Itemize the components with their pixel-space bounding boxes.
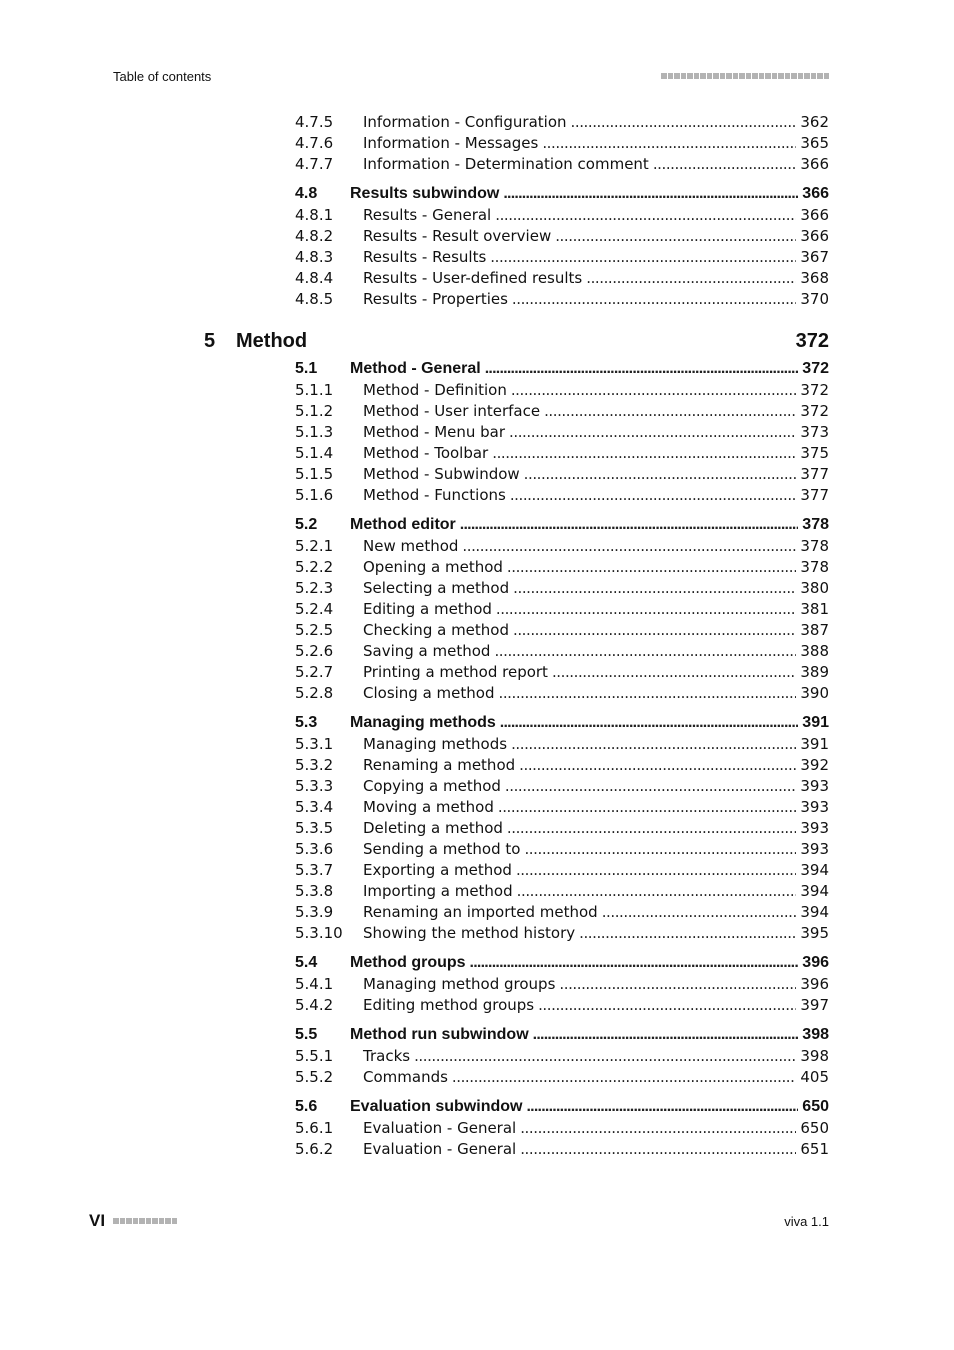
toc-entry-title: Information - Determination comment [363, 155, 649, 173]
toc-entry-page: 393 [800, 840, 829, 858]
toc-entry-body [295, 641, 829, 661]
toc-entry-number: 4.8.4 [295, 269, 334, 287]
toc-entry-body [295, 443, 829, 463]
toc-chapter-entry[interactable] [204, 329, 829, 353]
toc-entry-number: 5.2.4 [295, 600, 334, 618]
toc-entry-body [295, 860, 829, 880]
toc-subsection-entry[interactable] [295, 923, 829, 943]
toc-entry-body [295, 112, 829, 132]
toc-entry-body [295, 1118, 829, 1138]
toc-subsection-entry[interactable] [295, 1067, 829, 1087]
toc-entry-page: 393 [800, 777, 829, 795]
toc-dot-leader [500, 713, 799, 733]
toc-dot-leader [452, 1067, 796, 1087]
toc-subsection-entry[interactable] [295, 557, 829, 577]
toc-dot-leader [544, 401, 796, 421]
toc-entry-page: 387 [800, 621, 829, 639]
toc-entry-title: Renaming a method [363, 756, 516, 774]
footer-decoration-squares [113, 1218, 177, 1224]
toc-entry-title: Method - General [350, 360, 481, 377]
toc-section-entry[interactable] [295, 359, 829, 379]
toc-entry-page: 366 [800, 206, 829, 224]
toc-entry-title: Closing a method [363, 684, 495, 702]
toc-entry-page: 366 [800, 155, 829, 173]
toc-entry-title: Method run subwindow [350, 1026, 529, 1043]
toc-entry-body [295, 995, 829, 1015]
toc-entry-title: Method - Subwindow [363, 465, 520, 483]
toc-entry-number: 5.1.3 [295, 423, 334, 441]
toc-entry-title: Method [236, 330, 308, 352]
toc-entry-page: 362 [800, 113, 829, 131]
toc-subsection-entry[interactable] [295, 578, 829, 598]
toc-entry-body [295, 154, 829, 174]
toc-entry-body [295, 578, 829, 598]
toc-dot-leader [505, 776, 796, 796]
toc-entry-title: Managing method groups [363, 975, 556, 993]
toc-entry-number: 4.8.3 [295, 248, 334, 266]
toc-subsection-entry[interactable] [295, 133, 829, 153]
toc-entry-page: 396 [802, 954, 829, 971]
toc-dot-leader [512, 289, 796, 309]
toc-entry-page: 392 [800, 756, 829, 774]
toc-entry-number: 5.3.7 [295, 861, 334, 879]
toc-entry-body [295, 359, 829, 379]
toc-entry-title: Results - Result overview [363, 227, 552, 245]
toc-entry-page: 378 [802, 516, 829, 533]
toc-dot-leader [498, 797, 797, 817]
toc-entry-page: 405 [800, 1068, 829, 1086]
toc-entry-body [295, 536, 829, 556]
footer-product-name: viva 1.1 [784, 1214, 829, 1229]
toc-entry-page: 389 [800, 663, 829, 681]
toc-subsection-entry[interactable] [295, 620, 829, 640]
toc-entry-page: 394 [800, 903, 829, 921]
toc-dot-leader [516, 860, 796, 880]
header-decoration-squares [661, 73, 829, 79]
toc-dot-leader [414, 1046, 796, 1066]
toc-subsection-entry[interactable] [295, 818, 829, 838]
toc-entry-title: Showing the method history [363, 924, 576, 942]
toc-entry-number: 5.3.10 [295, 924, 343, 942]
toc-subsection-entry[interactable] [295, 881, 829, 901]
toc-entry-body [295, 776, 829, 796]
toc-entry-body [295, 923, 829, 943]
toc-entry-number: 5.3.3 [295, 777, 334, 795]
toc-dot-leader [510, 485, 797, 505]
toc-entry-title: Results subwindow [350, 185, 500, 202]
footer-page-number: VI [89, 1211, 106, 1230]
toc-subsection-entry[interactable] [295, 443, 829, 463]
toc-entry-number: 5.6 [295, 1098, 318, 1115]
toc-entry-number: 5.2.2 [295, 558, 334, 576]
toc-entry-number: 5.3.5 [295, 819, 334, 837]
toc-entry-page: 372 [800, 402, 829, 420]
toc-entry-body [295, 734, 829, 754]
toc-subsection-entry[interactable] [295, 268, 829, 288]
toc-entry-title: Evaluation subwindow [350, 1098, 523, 1115]
toc-entry-body [295, 380, 829, 400]
toc-entry-title: Results - User-defined results [363, 269, 583, 287]
toc-entry-title: Results - General [363, 206, 492, 224]
toc-entry-body [295, 401, 829, 421]
toc-subsection-entry[interactable] [295, 755, 829, 775]
toc-entry-body [295, 1097, 829, 1117]
toc-subsection-entry[interactable] [295, 776, 829, 796]
toc-entry-number: 5.5 [295, 1026, 318, 1043]
toc-entry-title: Commands [363, 1068, 448, 1086]
toc-entry-body [295, 1046, 829, 1066]
toc-dot-leader [509, 422, 796, 442]
running-header-title: Table of contents [113, 69, 212, 84]
toc-dot-leader [517, 881, 797, 901]
toc-entry-page: 377 [800, 486, 829, 504]
toc-subsection-entry[interactable] [295, 797, 829, 817]
toc-entry-number: 5.5.1 [295, 1047, 334, 1065]
toc-entry-body [204, 329, 829, 353]
toc-subsection-entry[interactable] [295, 1139, 829, 1159]
toc-subsection-entry[interactable] [295, 839, 829, 859]
toc-entry-number: 5.1.6 [295, 486, 334, 504]
toc-subsection-entry[interactable] [295, 380, 829, 400]
toc-entry-body [295, 839, 829, 859]
toc-subsection-entry[interactable] [295, 1118, 829, 1138]
toc-entry-title: Selecting a method [363, 579, 510, 597]
toc-entry-number: 5.1.1 [295, 381, 334, 399]
toc-entry-page: 393 [800, 798, 829, 816]
toc-entry-page: 391 [800, 735, 829, 753]
toc-entry-title: Results - Results [363, 248, 487, 266]
toc-subsection-entry[interactable] [295, 599, 829, 619]
toc-entry-number: 5.2.1 [295, 537, 334, 555]
toc-entry-page: 394 [800, 861, 829, 879]
toc-subsection-entry[interactable] [295, 485, 829, 505]
toc-entry-page: 377 [800, 465, 829, 483]
toc-entry-number: 5.4 [295, 954, 318, 971]
toc-subsection-entry[interactable] [295, 1046, 829, 1066]
toc-dot-leader [519, 755, 796, 775]
toc-entry-title: Opening a method [363, 558, 503, 576]
toc-dot-leader [552, 662, 796, 682]
toc-entry-number: 5.5.2 [295, 1068, 334, 1086]
toc-entry-number: 5.4.1 [295, 975, 334, 993]
toc-entry-page: 393 [800, 819, 829, 837]
toc-entry-page: 378 [800, 537, 829, 555]
toc-dot-leader [507, 557, 796, 577]
toc-entry-title: Managing methods [363, 735, 508, 753]
toc-entry-body [295, 953, 829, 973]
toc-subsection-entry[interactable] [295, 974, 829, 994]
toc-section-entry[interactable] [295, 713, 829, 733]
toc-entry-body [295, 620, 829, 640]
toc-entry-body [295, 974, 829, 994]
toc-dot-leader [460, 515, 799, 535]
toc-entry-number: 5.3.1 [295, 735, 334, 753]
toc-entry-body [295, 797, 829, 817]
toc-dot-leader [602, 902, 797, 922]
toc-entry-number: 5.2.6 [295, 642, 334, 660]
toc-entry-page: 380 [800, 579, 829, 597]
toc-entry-title: Printing a method report [363, 663, 548, 681]
toc-dot-leader [498, 683, 796, 703]
toc-entry-title: Renaming an imported method [363, 903, 598, 921]
toc-subsection-entry[interactable] [295, 902, 829, 922]
toc-dot-leader [503, 184, 798, 204]
toc-entry-title: Method - Definition [363, 381, 507, 399]
toc-entry-title: Saving a method [363, 642, 491, 660]
toc-entry-number: 5.1 [295, 360, 318, 377]
toc-entry-page: 365 [800, 134, 829, 152]
toc-entry-title: Information - Configuration [363, 113, 567, 131]
toc-subsection-entry[interactable] [295, 422, 829, 442]
toc-entry-number: 5.3.2 [295, 756, 334, 774]
toc-entry-body [295, 683, 829, 703]
toc-entry-page: 366 [800, 227, 829, 245]
toc-entry-body [295, 755, 829, 775]
toc-dot-leader [462, 536, 796, 556]
toc-section-entry[interactable] [295, 1097, 829, 1117]
toc-entry-body [295, 818, 829, 838]
toc-entry-page: 650 [802, 1098, 829, 1115]
toc-entry-page: 651 [800, 1140, 829, 1158]
toc-subsection-entry[interactable] [295, 226, 829, 246]
toc-dot-leader [507, 818, 796, 838]
toc-entry-page: 395 [800, 924, 829, 942]
toc-dot-leader [520, 1139, 796, 1159]
toc-entry-number: 4.7.7 [295, 155, 334, 173]
toc-dot-leader [496, 599, 796, 619]
toc-entry-body [295, 184, 829, 204]
toc-entry-page: 372 [795, 330, 829, 352]
toc-entry-body [295, 1067, 829, 1087]
toc-subsection-entry[interactable] [295, 464, 829, 484]
toc-section-entry[interactable] [295, 184, 829, 204]
toc-entry-page: 398 [800, 1047, 829, 1065]
toc-entry-page: 373 [800, 423, 829, 441]
toc-entry-title: Method - Toolbar [363, 444, 489, 462]
toc-entry-body [295, 1025, 829, 1045]
toc-dot-leader [526, 1097, 798, 1117]
toc-dot-leader [559, 974, 796, 994]
toc-entry-number: 5.2.7 [295, 663, 334, 681]
toc-entry-title: Results - Properties [363, 290, 508, 308]
toc-dot-leader [492, 443, 796, 463]
toc-dot-leader [495, 205, 796, 225]
toc-entry-page: 366 [802, 185, 829, 202]
toc-entry-number: 5.3.8 [295, 882, 334, 900]
toc-dot-leader [538, 995, 796, 1015]
toc-entry-title: Importing a method [363, 882, 513, 900]
toc-entry-page: 650 [800, 1119, 829, 1137]
toc-dot-leader [494, 641, 796, 661]
toc-entry-number: 5.3 [295, 714, 318, 731]
toc-entry-number: 4.8.1 [295, 206, 334, 224]
toc-entry-number: 5.3.4 [295, 798, 334, 816]
toc-dot-leader [524, 839, 796, 859]
toc-subsection-entry[interactable] [295, 247, 829, 267]
toc-subsection-entry[interactable] [295, 112, 829, 132]
toc-entry-body [295, 599, 829, 619]
toc-entry-page: 381 [800, 600, 829, 618]
toc-entry-body [295, 713, 829, 733]
toc-entry-title: Tracks [363, 1047, 411, 1065]
toc-entry-body [295, 902, 829, 922]
toc-entry-page: 388 [800, 642, 829, 660]
toc-subsection-entry[interactable] [295, 683, 829, 703]
toc-dot-leader [579, 923, 796, 943]
toc-dot-leader [586, 268, 796, 288]
toc-dot-leader [571, 112, 797, 132]
toc-entry-title: Method groups [350, 954, 466, 971]
toc-entry-title: Editing method groups [363, 996, 535, 1014]
toc-entry-title: Exporting a method [363, 861, 512, 879]
toc-entry-number: 4.7.5 [295, 113, 334, 131]
toc-section-entry[interactable] [295, 953, 829, 973]
toc-entry-number: 4.8.5 [295, 290, 334, 308]
toc-subsection-entry[interactable] [295, 536, 829, 556]
toc-subsection-entry[interactable] [295, 860, 829, 880]
toc-dot-leader [513, 620, 796, 640]
toc-entry-number: 5.3.9 [295, 903, 334, 921]
toc-entry-title: Method - Menu bar [363, 423, 506, 441]
toc-entry-number: 4.8.2 [295, 227, 334, 245]
toc-entry-number: 5.6.1 [295, 1119, 334, 1137]
toc-section-entry[interactable] [295, 1025, 829, 1045]
toc-entry-title: Evaluation - General [363, 1119, 517, 1137]
toc-entry-page: 375 [800, 444, 829, 462]
toc-dot-leader [485, 359, 799, 379]
toc-entry-title: New method [363, 537, 459, 555]
toc-subsection-entry[interactable] [295, 154, 829, 174]
toc-dot-leader [511, 380, 797, 400]
toc-section-entry[interactable] [295, 515, 829, 535]
toc-entry-body [295, 1139, 829, 1159]
toc-entry-title: Method - User interface [363, 402, 541, 420]
toc-dot-leader [555, 226, 796, 246]
toc-subsection-entry[interactable] [295, 662, 829, 682]
toc-entry-number: 5.1.5 [295, 465, 334, 483]
toc-entry-number: 5.1.4 [295, 444, 334, 462]
toc-entry-body [295, 515, 829, 535]
toc-entry-body [295, 247, 829, 267]
toc-entry-title: Checking a method [363, 621, 509, 639]
toc-entry-page: 370 [800, 290, 829, 308]
toc-entry-page: 391 [802, 714, 829, 731]
toc-entry-page: 372 [800, 381, 829, 399]
toc-dot-leader [470, 953, 799, 973]
toc-entry-number: 5.6.2 [295, 1140, 334, 1158]
toc-entry-title: Managing methods [350, 714, 496, 731]
toc-subsection-entry[interactable] [295, 641, 829, 661]
toc-subsection-entry[interactable] [295, 401, 829, 421]
toc-entry-body [295, 464, 829, 484]
toc-entry-title: Method editor [350, 516, 456, 533]
toc-entry-number: 5.3.6 [295, 840, 334, 858]
toc-entry-body [295, 881, 829, 901]
toc-entry-title: Evaluation - General [363, 1140, 517, 1158]
toc-dot-leader [511, 734, 796, 754]
toc-entry-number: 4.8 [295, 185, 318, 202]
toc-dot-leader [542, 133, 796, 153]
toc-entry-page: 368 [800, 269, 829, 287]
toc-dot-leader [490, 247, 796, 267]
toc-subsection-entry[interactable] [295, 995, 829, 1015]
toc-entry-number: 4.7.6 [295, 134, 334, 152]
toc-entry-number: 5 [204, 330, 216, 352]
toc-dot-leader [520, 1118, 796, 1138]
toc-entry-body [295, 133, 829, 153]
toc-dot-leader [533, 1025, 799, 1045]
toc-entry-title: Copying a method [363, 777, 501, 795]
toc-subsection-entry[interactable] [295, 205, 829, 225]
toc-entry-title: Editing a method [363, 600, 492, 618]
toc-dot-leader [653, 154, 797, 174]
toc-entry-body [295, 205, 829, 225]
toc-entry-title: Method - Functions [363, 486, 506, 504]
toc-entry-body [295, 557, 829, 577]
toc-entry-number: 5.2.3 [295, 579, 334, 597]
toc-entry-number: 5.2 [295, 516, 318, 533]
toc-entry-body [295, 268, 829, 288]
toc-subsection-entry[interactable] [295, 734, 829, 754]
toc-entry-number: 5.2.8 [295, 684, 334, 702]
toc-entry-body [295, 662, 829, 682]
toc-entry-page: 398 [802, 1026, 829, 1043]
toc-entry-number: 5.4.2 [295, 996, 334, 1014]
toc-entry-page: 396 [800, 975, 829, 993]
toc-entry-page: 397 [800, 996, 829, 1014]
toc-entry-page: 378 [800, 558, 829, 576]
toc-entry-page: 367 [800, 248, 829, 266]
toc-entry-title: Moving a method [363, 798, 494, 816]
toc-dot-leader [513, 578, 796, 598]
toc-entry-body [295, 422, 829, 442]
toc-dot-leader [524, 464, 797, 484]
toc-entry-page: 372 [802, 360, 829, 377]
toc-entry-number: 5.1.2 [295, 402, 334, 420]
toc-entry-page: 390 [800, 684, 829, 702]
toc-entry-page: 394 [800, 882, 829, 900]
toc-entry-body [295, 485, 829, 505]
toc-entry-title: Sending a method to [363, 840, 521, 858]
toc-entry-title: Information - Messages [363, 134, 539, 152]
toc-subsection-entry[interactable] [295, 289, 829, 309]
toc-entry-body [295, 289, 829, 309]
toc-entry-title: Deleting a method [363, 819, 503, 837]
toc-entry-number: 5.2.5 [295, 621, 334, 639]
toc-entry-body [295, 226, 829, 246]
